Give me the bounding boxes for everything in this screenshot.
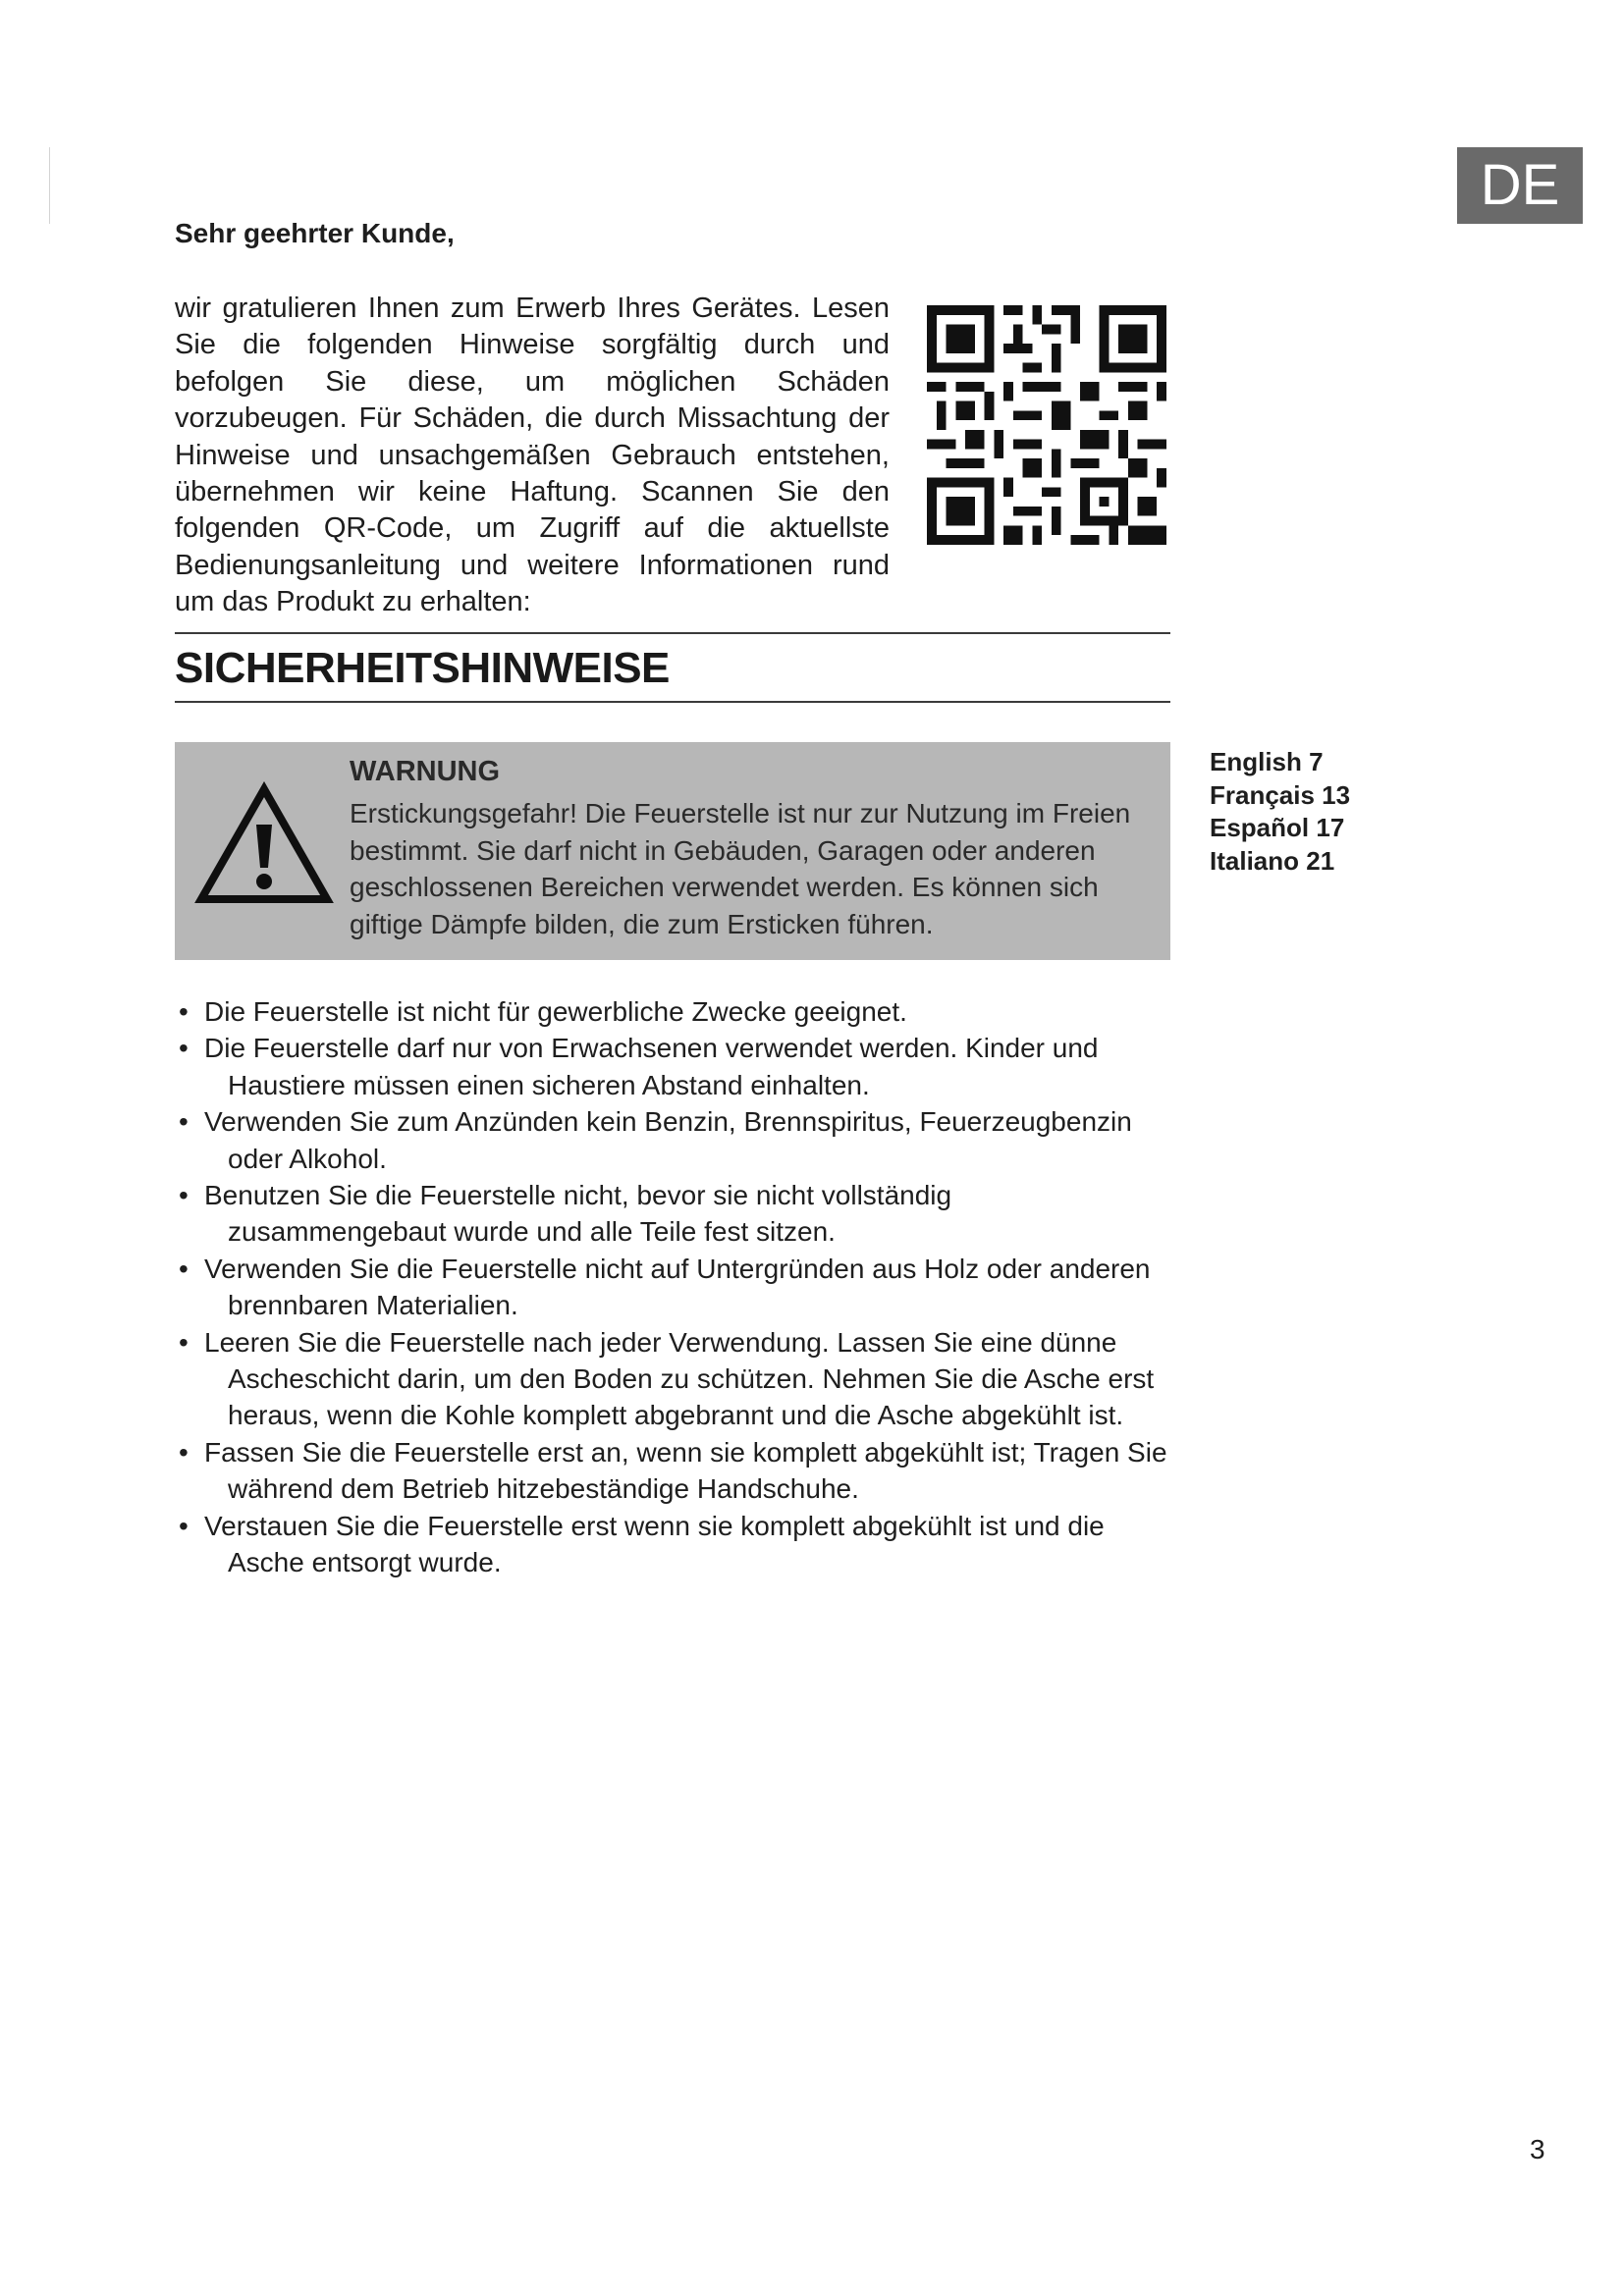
margin-divider [49,147,50,224]
warning-text: Erstickungsgefahr! Die Feuerstelle ist nur zur Nutzung im Freien bestimmt. Sie darf nicht in Gebäuden, Garagen oder anderen geschlossenen Bereichen verwendet werden. Es können sich giftige Dämpfe bilden, die zum Ersticken führen. [350,798,1131,939]
list-item: • Verwenden Sie die Feuerstelle nicht auf Untergründen aus Holz oder anderen brennbaren Materialien. [175,1251,1176,1324]
list-item: • Die Feuerstelle ist nicht für gewerbliche Zwecke geeignet. [175,993,1176,1030]
list-item: • Benutzen Sie die Feuerstelle nicht, bevor sie nicht vollständig zusammengebaut wurde und alle Teile fest sitzen. [175,1177,1176,1251]
warning-title: WARNUNG [350,756,501,787]
intro-paragraph: wir gratulieren Ihnen zum Erwerb Ihres Gerätes. Lesen Sie die folgenden Hinweise sorgfältig durch und befolgen Sie diese, um möglichen Schäden vorzubeugen. Für Schäden, die durch Missachtung der Hinweise und unsachgemäßen Gebrauch entstehen, übernehmen wir keine Haftung. Scannen Sie den folgenden QR-Code, um Zugriff auf die aktuellste Bedienungsanleitung und weitere Informationen rund um das Produkt zu erhalten: [175,293,890,618]
toc-item-english[interactable]: English 7 [1210,747,1324,776]
list-item: • Verstauen Sie die Feuerstelle erst wenn sie komplett abgekühlt ist und die Asche entsorgt wurde. [175,1508,1176,1581]
toc-item-italiano[interactable]: Italiano 21 [1210,845,1335,876]
toc-item-francais[interactable]: Français 13 [1210,779,1351,810]
language-toc [1210,746,1350,878]
section-title: SICHERHEITSHINWEISE [175,644,670,692]
list-item: • Verwenden Sie zum Anzünden kein Benzin, Brennspiritus, Feuerzeugbenzin oder Alkohol. [175,1103,1176,1177]
salutation: Sehr geehrter Kunde, [175,218,455,248]
safety-list [175,993,1176,1581]
section-rule-top [175,632,1170,634]
list-item: • Fassen Sie die Feuerstelle erst an, wenn sie komplett abgekühlt ist; Tragen Sie während dem Betrieb hitzebeständige Handschuhe. [175,1434,1176,1508]
qr-code-icon[interactable] [927,304,1166,546]
list-item: • Die Feuerstelle darf nur von Erwachsenen verwendet werden. Kinder und Haustiere müssen einen sicheren Abstand einhalten. [175,1030,1176,1103]
list-item: • Leeren Sie die Feuerstelle nach jeder Verwendung. Lassen Sie eine dünne Ascheschicht darin, um den Boden zu schützen. Nehmen Sie die Asche erst heraus, wenn die Kohle komplett abgebrannt und die Asche abgekühlt ist. [175,1324,1176,1434]
toc-item-espanol[interactable]: Español 17 [1210,813,1345,842]
language-badge: DE [1457,147,1583,224]
section-rule-bottom [175,701,1170,703]
page-number: 3 [1530,2134,1545,2164]
warning-triangle-icon [194,781,334,907]
warning-box [175,742,1170,960]
